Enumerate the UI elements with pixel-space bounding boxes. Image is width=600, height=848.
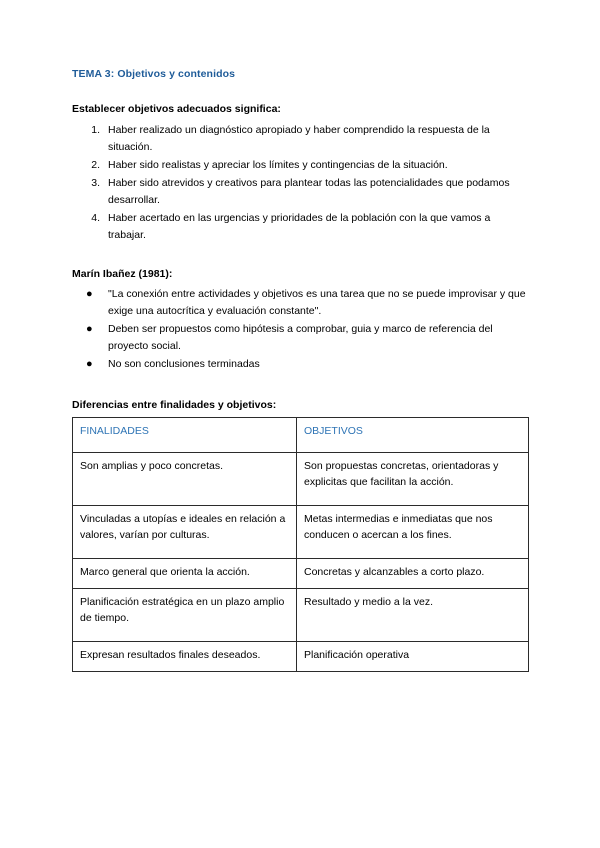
table-header-row: [73, 418, 529, 453]
list-item-number: 2.: [91, 158, 100, 171]
list-item-text: No son conclusiones terminadas: [108, 358, 260, 371]
table-row: [73, 559, 529, 589]
list-item: [72, 356, 528, 373]
cell-finalidades: Expresan resultados finales deseados.: [73, 642, 297, 672]
objectives-list: [72, 122, 528, 244]
table-row: [73, 506, 529, 559]
table-row: [73, 642, 529, 672]
list-item-text: Haber sido realistas y apreciar los límites y contingencias de la situación.: [108, 158, 448, 171]
table-row: [73, 589, 529, 642]
list-item: [72, 210, 528, 244]
cell-finalidades: Son amplias y poco concretas.: [73, 453, 297, 506]
marin-ibanez-list: [72, 286, 528, 373]
cell-objetivos: Son propuestas concretas, orientadoras y explicitas que facilitan la acción.: [297, 453, 529, 506]
list-item-text: Haber acertado en las urgencias y prioridades de la población con la que vamos a trabajar.: [108, 211, 491, 241]
list-item: [72, 175, 528, 209]
list-item: [72, 286, 528, 320]
column-header-objetivos: OBJETIVOS: [297, 418, 529, 453]
list-item: [72, 122, 528, 156]
comparison-table-heading: Diferencias entre finalidades y objetivos:: [72, 399, 277, 412]
document-body: [72, 68, 528, 672]
list-item-text: Deben ser propuestos como hipótesis a comprobar, guia y marco de referencia del proyecto social.: [108, 323, 493, 353]
bullet-icon: ●: [86, 357, 93, 370]
cell-objetivos: Planificación operativa: [297, 642, 529, 672]
cell-finalidades: Marco general que orienta la acción.: [73, 559, 297, 589]
marin-ibanez-heading: Marín Ibañez (1981):: [72, 267, 173, 280]
cell-objetivos: Metas intermedias e inmediatas que nos conducen o acercan a los fines.: [297, 506, 529, 559]
cell-objetivos: Resultado y medio a la vez.: [297, 589, 529, 642]
table-row: [73, 453, 529, 506]
bullet-icon: ●: [86, 322, 93, 335]
comparison-table: [72, 417, 529, 672]
list-item-number: 3.: [91, 176, 100, 189]
list-item-text: Haber realizado un diagnóstico apropiado y haber comprendido la respuesta de la situación.: [108, 123, 490, 153]
list-item-number: 4.: [91, 211, 100, 224]
list-item: [72, 321, 528, 355]
list-item-text: "La conexión entre actividades y objetivos es una tarea que no se puede improvisar y que exige una autocrítica y evaluación constante".: [108, 288, 526, 318]
list-item-text: Haber sido atrevidos y creativos para plantear todas las potencialidades que podamos desarrollar.: [108, 176, 510, 206]
cell-objetivos: Concretas y alcanzables a corto plazo.: [297, 559, 529, 589]
page-title: TEMA 3: Objetivos y contenidos: [72, 68, 236, 80]
list-item: [72, 157, 528, 174]
cell-finalidades: Vinculadas a utopías e ideales en relación a valores, varían por culturas.: [73, 506, 297, 559]
column-header-finalidades: FINALIDADES: [73, 418, 297, 453]
list-item-number: 1.: [91, 123, 100, 136]
objectives-heading: Establecer objetivos adecuados significa:: [72, 103, 281, 116]
bullet-icon: ●: [86, 287, 93, 300]
cell-finalidades: Planificación estratégica en un plazo amplio de tiempo.: [73, 589, 297, 642]
